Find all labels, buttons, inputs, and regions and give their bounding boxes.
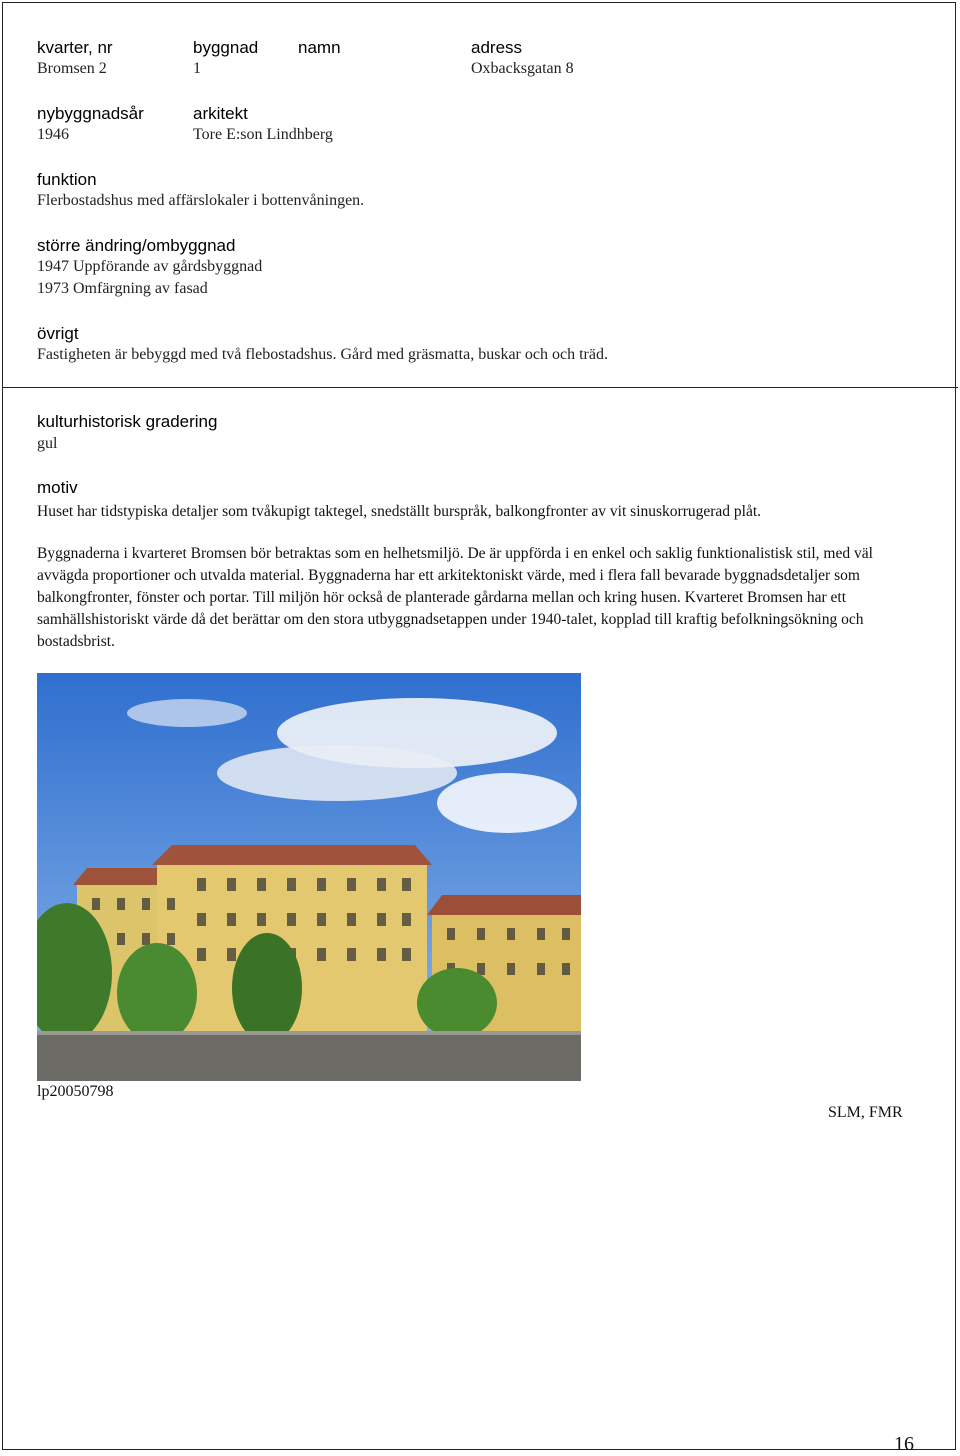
adress-label: adress	[471, 38, 523, 57]
tree	[117, 943, 197, 1043]
section-divider	[2, 387, 958, 388]
year-label: nybyggnadsår	[37, 104, 144, 123]
motiv-paragraph-1: Huset har tidstypiska detaljer som tvåkupigt taktegel, snedställt burspråk, balkongfronter av vit sinuskorrugerad plåt.	[37, 503, 762, 520]
byggnad-label: byggnad	[193, 38, 259, 57]
photo-id: lp20050798	[37, 1083, 114, 1100]
kvarter-value: Bromsen 2	[37, 60, 107, 77]
cloud	[437, 773, 577, 833]
gradering-value: gul	[37, 435, 58, 452]
tree	[232, 933, 302, 1043]
namn-label: namn	[298, 38, 341, 57]
cloud	[127, 699, 247, 727]
photo-credit: SLM, FMR	[828, 1104, 903, 1121]
motiv-paragraph-2: Byggnaderna i kvarteret Bromsen bör betraktas som en helhetsmiljö. De är uppförda i en enkel och saklig funktionalistisk stil, med väl avvägda proportioner och utvalda material. Byggnaderna har ett arkitektoniskt värde, med i flera fall bevarade byggnadsdetaljer som balkongfronter, fönster och portar. Till miljön hör också de planterade gårdarna mellan och kring husen. Kvarteret Bromsen har ett samhällshistoriskt värde då det berättar om den stora utbyggnadsetappen under 1940-talet, kopplad till kraftig befolkningsökning och bostadsbrist.	[37, 545, 873, 650]
ovrigt-label: övrigt	[37, 324, 79, 343]
building-photo	[37, 673, 581, 1081]
funktion-label: funktion	[37, 170, 97, 189]
change-item: 1947 Uppförande av gårdsbyggnad	[37, 258, 263, 275]
center-roof	[152, 845, 432, 865]
byggnad-value: 1	[193, 60, 201, 77]
street	[37, 1033, 581, 1081]
funktion-value: Flerbostadshus med affärslokaler i bottenvåningen.	[37, 192, 365, 209]
adress-value: Oxbacksgatan 8	[471, 60, 574, 77]
year-value: 1946	[37, 126, 69, 143]
curb	[37, 1031, 581, 1035]
architect-label: arkitekt	[193, 104, 248, 123]
kvarter-label: kvarter, nr	[37, 38, 113, 57]
changes-label: större ändring/ombyggnad	[37, 236, 236, 255]
gradering-label: kulturhistorisk gradering	[37, 412, 218, 431]
tree	[417, 968, 497, 1038]
change-item: 1973 Omfärgning av fasad	[37, 280, 208, 297]
motiv-label: motiv	[37, 478, 78, 497]
right-roof	[427, 895, 581, 915]
page-number: 16	[894, 1433, 914, 1455]
architect-value: Tore E:son Lindhberg	[193, 126, 333, 143]
cloud	[217, 745, 457, 801]
ovrigt-value: Fastigheten är bebyggd med två flebostadshus. Gård med gräsmatta, buskar och och träd.	[37, 346, 608, 363]
